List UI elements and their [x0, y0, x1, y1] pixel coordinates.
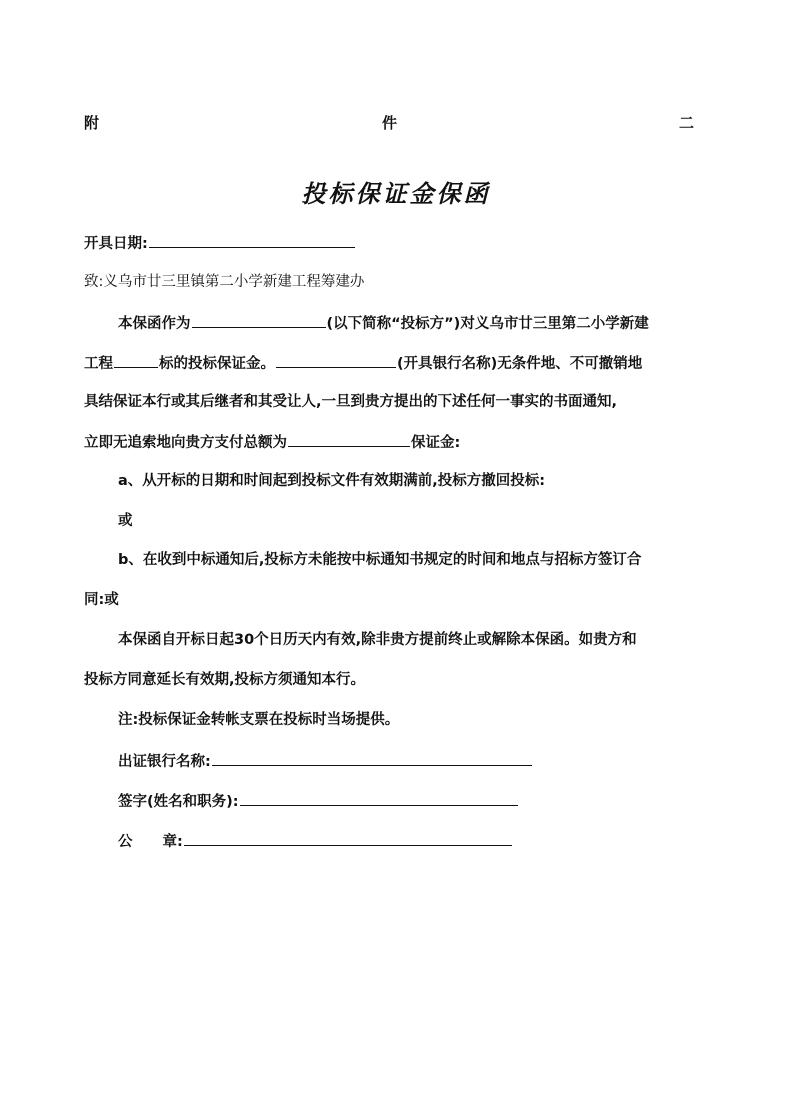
seal-line [118, 830, 513, 852]
or-text: 或 [118, 513, 133, 529]
heading-middle: 件 [382, 114, 398, 132]
attachment-heading [84, 112, 694, 136]
issuing-bank-line [118, 750, 533, 772]
issuing-bank-label: 出证银行名称: [118, 754, 211, 770]
note-line: 注:投标保证金转帐支票在投标时当场提供。 [118, 712, 400, 728]
para1-line2 [84, 352, 642, 374]
clause-b-line2: 同:或 [84, 592, 119, 608]
para1-line1-text-a: 本保函作为 [118, 316, 191, 332]
para1-line4 [84, 431, 460, 453]
project-section-blank [114, 352, 158, 368]
bank-name-blank [276, 352, 396, 368]
signature-blank [240, 790, 518, 806]
signature-label: 签字(姓名和职务): [118, 794, 239, 810]
heading-right: 二 [678, 114, 694, 132]
para1-line2-text-a: 工程 [84, 356, 113, 372]
validity-line2: 投标方同意延长有效期,投标方须通知本行。 [84, 672, 366, 688]
amount-blank [288, 431, 410, 447]
addressee-line: 致:义乌市廿三里镇第二小学新建工程筹建办 [84, 274, 365, 290]
issue-date-line [84, 232, 356, 254]
clause-b-line1: b、在收到中标通知后,投标方未能按中标通知书规定的时间和地点与招标方签订合 [118, 552, 642, 568]
bidder-name-blank [192, 312, 326, 328]
issue-date-label: 开具日期: [84, 236, 148, 252]
para1-line3: 具结保证本行或其后继者和其受让人,一旦到贵方提出的下述任何一事实的书面通知, [84, 394, 618, 410]
para1-line1-text-b: (以下简称“投标方”)对义乌市廿三里第二小学新建 [326, 316, 649, 332]
signature-line [118, 790, 519, 812]
issue-date-blank [149, 232, 355, 248]
para1-line2-text-c: (开具银行名称)无条件地、不可撤销地 [397, 356, 643, 372]
para1-line2-text-b: 标的投标保证金。 [159, 356, 275, 372]
clause-a: a、从开标的日期和时间起到投标文件有效期满前,投标方撤回投标: [118, 473, 546, 489]
heading-left: 附 [84, 114, 100, 132]
validity-line1: 本保函自开标日起30个日历天内有效,除非贵方提前终止或解除本保函。如贵方和 [118, 632, 637, 648]
seal-label-b: 章: [162, 834, 183, 850]
issuing-bank-blank [212, 750, 532, 766]
para1-line4-text-b: 保证金: [411, 435, 461, 451]
para1-line4-text-a: 立即无追索地向贵方支付总额为 [84, 435, 287, 451]
seal-blank [184, 830, 512, 846]
para1-line1 [118, 312, 649, 334]
document-title: 投标保证金保函 [301, 179, 491, 208]
seal-label-a: 公 [118, 834, 133, 850]
